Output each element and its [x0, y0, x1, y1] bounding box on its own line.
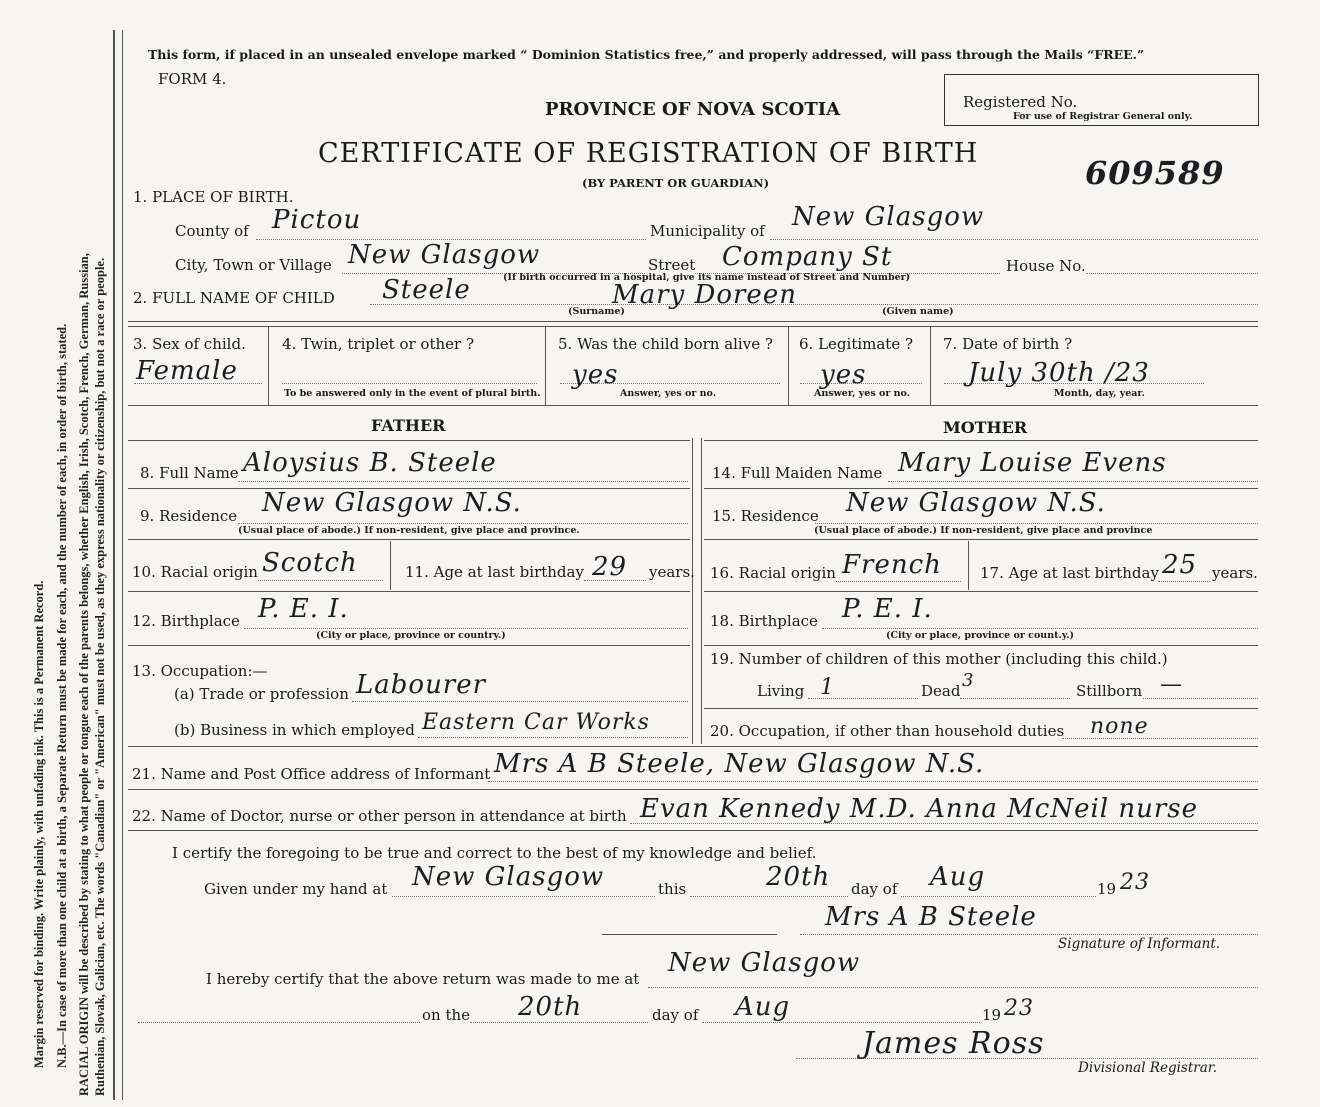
- father-birthplace-value: P. E. I.: [258, 594, 349, 624]
- certification-statement: I certify the foregoing to be true and correct to the best of my knowledge and belief.: [172, 844, 817, 862]
- year-prefix: 19: [1097, 880, 1117, 898]
- parents-divider-b: [701, 438, 702, 744]
- mother-race-line: [836, 581, 961, 582]
- stillborn-value: —: [1160, 672, 1183, 697]
- mother-age-value: 25: [1162, 550, 1198, 580]
- father-name-value: Aloysius B. Steele: [243, 448, 497, 478]
- signature-line: [800, 934, 1258, 935]
- dob-value: July 30th /23: [968, 358, 1150, 388]
- signature-rule: [602, 934, 777, 935]
- reg-day-of-label: day of: [652, 1006, 699, 1024]
- father-residence-value: New Glasgow N.S.: [262, 488, 522, 518]
- mother-rule-3: [704, 591, 1258, 592]
- dob-note: Month, day, year.: [1054, 388, 1145, 399]
- col-divider-3: [788, 326, 789, 405]
- margin-note-1: Margin reserved for binding. Write plainly, with unfading ink. This is a Permanent Record.: [32, 580, 46, 1068]
- divider-parents-top: [128, 405, 1258, 406]
- living-value: 1: [820, 675, 835, 700]
- city-label: City, Town or Village: [175, 256, 332, 274]
- county-value: Pictou: [272, 205, 362, 235]
- margin-note-4: Ruthenian, Slovak, Galician, etc. The words "Canadian" or "American" must not be used, as they express nationality or citizenship, but not a race or people.: [93, 257, 107, 1096]
- stillborn-label: Stillborn: [1076, 682, 1143, 700]
- surname-caption: (Surname): [568, 306, 625, 317]
- divider-certification: [128, 830, 1258, 831]
- father-residence-line: [238, 523, 688, 524]
- mother-occupation-value: none: [1090, 714, 1149, 739]
- postal-notice: This form, if placed in an unsealed envelope marked “ Dominion Statistics free,” and properly addressed, will pass through the Mails “FREE.”: [148, 47, 1145, 62]
- place-of-birth-label: 1. PLACE OF BIRTH.: [133, 188, 294, 206]
- reg-day-value: 20th: [518, 992, 583, 1022]
- mother-residence-line: [815, 523, 1258, 524]
- mother-residence-label: 15. Residence: [712, 507, 819, 525]
- mother-heading: MOTHER: [943, 418, 1028, 437]
- registration-box: [944, 74, 1259, 126]
- street-label: Street: [648, 256, 696, 274]
- father-birthplace-note: (City or place, province or country.): [316, 630, 506, 641]
- legitimate-label: 6. Legitimate ?: [799, 335, 914, 353]
- father-birthplace-label: 12. Birthplace: [132, 612, 240, 630]
- col-divider-1: [268, 326, 269, 405]
- registrar-statement: I hereby certify that the above return was made to me at: [206, 970, 640, 988]
- binding-margin-line: [113, 30, 115, 1100]
- given-place-value: New Glasgow: [412, 862, 605, 892]
- year-value: 23: [1120, 870, 1150, 895]
- col-divider-2: [545, 326, 546, 405]
- registrar-place-line: [648, 987, 1258, 988]
- mother-rule-2: [704, 539, 1258, 540]
- house-line: [1086, 273, 1258, 274]
- registration-number: 609589: [1085, 154, 1225, 192]
- divider-informant: [128, 746, 1258, 747]
- binding-margin-line-2: [122, 30, 123, 1100]
- father-rule-4: [128, 645, 690, 646]
- father-name-line: [238, 481, 688, 482]
- informant-signature: Mrs A B Steele: [825, 902, 1037, 932]
- mother-name-value: Mary Louise Evens: [898, 448, 1167, 478]
- twin-note: To be answered only in the event of plural birth.: [284, 388, 541, 399]
- stillborn-line: [1143, 698, 1258, 699]
- father-business-line: [418, 737, 688, 738]
- father-years-label: years.: [649, 563, 695, 581]
- reg-year-prefix: 19: [982, 1006, 1002, 1024]
- day-line: [690, 896, 848, 897]
- on-the-label: on the: [422, 1006, 471, 1024]
- province-heading: PROVINCE OF NOVA SCOTIA: [545, 99, 841, 120]
- margin-note-2: N.B.—In case of more than one child at a birth, a Separate Return must be made for each, and the number of each, in order of birth, stated.: [55, 323, 69, 1068]
- dob-label: 7. Date of birth ?: [943, 335, 1073, 353]
- hospital-note: (If birth occurred in a hospital, give its name instead of Street and Number): [503, 272, 911, 283]
- legitimate-value: yes: [820, 360, 867, 390]
- father-business-label: (b) Business in which employed: [174, 721, 415, 739]
- day-of-label: day of: [851, 880, 898, 898]
- municipality-line: [770, 239, 1258, 240]
- father-race-label: 10. Racial origin: [132, 563, 258, 581]
- certificate-subtitle: (BY PARENT OR GUARDIAN): [582, 176, 770, 190]
- mother-years-label: years.: [1212, 564, 1258, 582]
- divider-row3-top: [128, 321, 1258, 322]
- mother-heading-rule: [704, 440, 1258, 441]
- mother-race-label: 16. Racial origin: [710, 564, 836, 582]
- margin-note-3: RACIAL ORIGIN will be described by stating to what people or tongue each of the parents belongs, whether English, Irish, Scotch, French, German, Russian,: [77, 253, 91, 1096]
- father-race-value: Scotch: [262, 548, 358, 578]
- on-the-leading-line: [138, 1022, 420, 1023]
- father-age-label: 11. Age at last birthday: [405, 563, 584, 581]
- father-rule-3: [128, 591, 690, 592]
- father-age-value: 29: [592, 552, 628, 582]
- divider-attendant: [128, 789, 1258, 790]
- living-label: Living: [757, 682, 805, 700]
- reg-year-value: 23: [1004, 996, 1034, 1021]
- mother-occupation-label: 20. Occupation, if other than household duties: [710, 722, 1065, 740]
- child-name-line: [370, 304, 1258, 305]
- dead-value: 3: [962, 670, 975, 691]
- mother-rule-5: [704, 708, 1258, 709]
- informant-label: 21. Name and Post Office address of Informant: [132, 765, 491, 783]
- mother-residence-note: (Usual place of abode.) If non-resident, give place and province: [814, 525, 1153, 536]
- registrar-caption: Divisional Registrar.: [1078, 1060, 1218, 1076]
- child-surname: Steele: [382, 275, 471, 305]
- divider-row3-top-2: [128, 326, 1258, 327]
- mother-name-line: [888, 481, 1258, 482]
- twin-line: [282, 383, 537, 384]
- mother-race-age-divider: [968, 541, 969, 590]
- father-heading-rule: [128, 440, 690, 441]
- sex-label: 3. Sex of child.: [133, 335, 246, 353]
- given-place-line: [392, 896, 655, 897]
- mother-children-label: 19. Number of children of this mother (including this child.): [710, 650, 1168, 668]
- alive-note: Answer, yes or no.: [620, 388, 717, 399]
- given-caption: (Given name): [882, 306, 954, 317]
- mother-birthplace-label: 18. Birthplace: [710, 612, 818, 630]
- father-residence-note: (Usual place of abode.) If non-resident, give place and province.: [238, 525, 580, 536]
- attendant-label: 22. Name of Doctor, nurse or other person in attendance at birth: [132, 807, 627, 825]
- father-business-value: Eastern Car Works: [422, 710, 650, 735]
- mother-rule-4: [704, 645, 1258, 646]
- sex-value: Female: [136, 356, 238, 386]
- this-label: this: [658, 880, 687, 898]
- father-birthplace-line: [244, 628, 688, 629]
- alive-label: 5. Was the child born alive ?: [558, 335, 773, 353]
- mother-residence-value: New Glasgow N.S.: [846, 488, 1106, 518]
- father-race-age-divider: [390, 541, 391, 590]
- informant-line: [488, 781, 1258, 782]
- mother-age-label: 17. Age at last birthday: [980, 564, 1159, 582]
- father-heading: FATHER: [371, 416, 446, 435]
- registrar-note: For use of Registrar General only.: [1013, 111, 1193, 122]
- father-name-label: 8. Full Name: [140, 464, 239, 482]
- mother-age-line: [1158, 581, 1210, 582]
- county-label: County of: [175, 222, 249, 240]
- father-trade-value: Labourer: [356, 670, 487, 700]
- registrar-place-value: New Glasgow: [668, 948, 861, 978]
- registrar-signature: James Ross: [862, 1026, 1045, 1061]
- mother-race-value: French: [842, 550, 942, 580]
- child-given-name: Mary Doreen: [612, 280, 797, 310]
- dead-label: Dead: [921, 682, 961, 700]
- street-value: Company St: [722, 242, 893, 272]
- child-name-label: 2. FULL NAME OF CHILD: [133, 289, 335, 307]
- dead-line: [960, 698, 1070, 699]
- reg-day-line: [470, 1022, 648, 1023]
- mother-birthplace-line: [822, 628, 1258, 629]
- month-value: Aug: [930, 862, 986, 892]
- form-number: FORM 4.: [158, 70, 227, 88]
- month-line: [901, 896, 1096, 897]
- city-value: New Glasgow: [348, 240, 541, 270]
- signature-caption: Signature of Informant.: [1058, 936, 1221, 952]
- legitimate-note: Answer, yes or no.: [814, 388, 911, 399]
- certificate-title: CERTIFICATE OF REGISTRATION OF BIRTH: [318, 138, 979, 169]
- mother-birthplace-note: (City or place, province or count.y.): [886, 630, 1075, 641]
- father-trade-line: [352, 701, 688, 702]
- father-occupation-label: 13. Occupation:—: [132, 662, 268, 680]
- given-label: Given under my hand at: [204, 880, 388, 898]
- mother-name-label: 14. Full Maiden Name: [712, 464, 883, 482]
- father-trade-label: (a) Trade or profession: [174, 685, 349, 703]
- attendant-value: Evan Kennedy M.D. Anna McNeil nurse: [640, 794, 1198, 824]
- municipality-value: New Glasgow: [792, 202, 985, 232]
- house-label: House No.: [1006, 257, 1086, 275]
- mother-birthplace-value: P. E. I.: [842, 594, 933, 624]
- col-divider-4: [930, 326, 931, 405]
- father-rule-2: [128, 539, 690, 540]
- informant-value: Mrs A B Steele, New Glasgow N.S.: [494, 749, 985, 779]
- parents-divider-a: [692, 438, 693, 744]
- municipality-label: Municipality of: [650, 222, 765, 240]
- father-residence-label: 9. Residence: [140, 507, 238, 525]
- twin-label: 4. Twin, triplet or other ?: [282, 335, 474, 353]
- reg-month-value: Aug: [735, 992, 791, 1022]
- registered-label: Registered No.: [963, 93, 1078, 111]
- day-value: 20th: [766, 862, 831, 892]
- alive-value: yes: [572, 360, 619, 390]
- father-race-line: [258, 580, 383, 581]
- reg-month-line: [702, 1022, 980, 1023]
